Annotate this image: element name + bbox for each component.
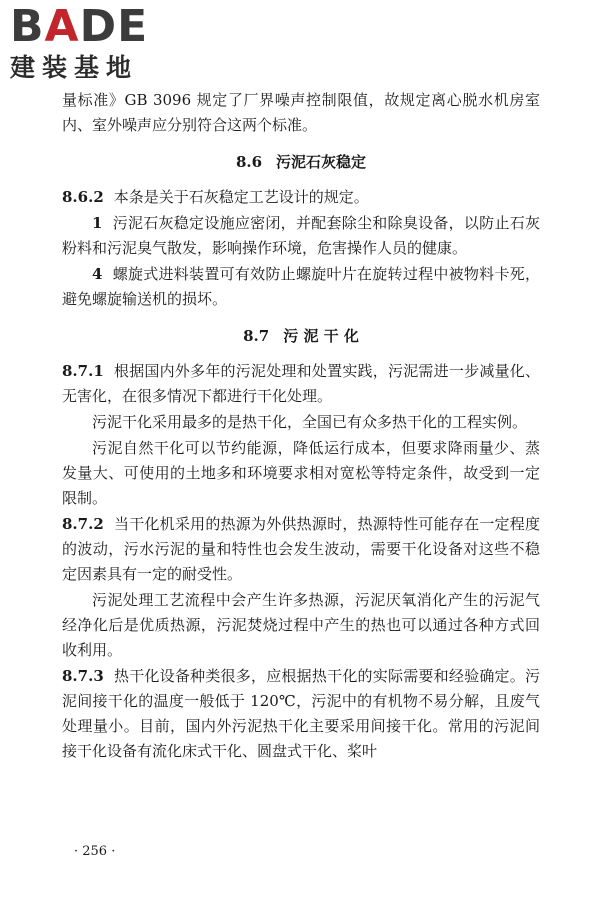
clause-text: 本条是关于石灰稳定工艺设计的规定。: [113, 188, 369, 206]
paragraph-8-7-2-b: 污泥处理工艺流程中会产生许多热源，污泥厌氧消化产生的污泥气经净化后是优质热源，污泥焚烧过程中产生的热也可以通过各种方式回收利用。: [62, 591, 540, 659]
logo-letter-a: A: [44, 1, 80, 52]
paragraph-8-7-1-b: 污泥干化采用最多的是热干化，全国已有众多热干化的工程实例。: [92, 413, 528, 431]
section-heading-8-6: [62, 150, 540, 175]
clause-8-7-2: [62, 512, 540, 587]
clause-number: 8.7.3: [62, 667, 104, 685]
clause-text: 热干化设备种类很多，应根据热干化的实际需要和经验确定。污泥间接干化的温度一般低于 120℃，污泥中的有机物不易分解，且废气处理量小。目前，国内外污泥热干化主要采用间接干化。常用的污泥间接干化设备有流化床式干化、圆盘式干化、桨叶: [62, 667, 540, 760]
clause-text: 当干化机采用的热源为外供热源时，热源特性可能存在一定程度的波动，污水污泥的量和特性也会发生波动，需要干化设备对这些不稳定因素具有一定的耐受性。: [62, 515, 540, 583]
logo-wordmark: [10, 1, 182, 52]
clause-8-7-1: [62, 359, 540, 409]
clause-number: 8.6.2: [62, 188, 104, 206]
list-item-4: [62, 262, 540, 312]
section-number: 8.7: [243, 327, 270, 345]
clause-number: 8.7.1: [62, 362, 104, 380]
list-item-1: [62, 211, 540, 261]
section-heading-8-7: [62, 324, 540, 349]
logo-subtitle: 建装基地: [10, 53, 139, 82]
clause-number: 8.7.2: [62, 515, 104, 533]
logo: [10, 1, 182, 84]
intro-paragraph: 量标准》GB 3096 规定了厂界噪声控制限值，故规定离心脱水机房室内、室外噪声应分别符合这两个标准。: [62, 91, 540, 134]
item-number: 1: [92, 214, 103, 232]
item-number: 4: [92, 265, 103, 283]
clause-text: 根据国内外多年的污泥处理和处置实践，污泥需进一步减量化、无害化，在很多情况下都进行干化处理。: [62, 362, 540, 405]
section-title: 污泥石灰稳定: [276, 153, 367, 171]
logo-letter-b: B: [10, 1, 45, 52]
paragraph-8-7-1-c: 污泥自然干化可以节约能源，降低运行成本，但要求降雨量少、蒸发量大、可使用的土地多和环境要求相对宽松等特定条件，故受到一定限制。: [62, 439, 540, 507]
document-body: [62, 88, 540, 764]
section-number: 8.6: [235, 153, 263, 171]
item-text: 污泥石灰稳定设施应密闭，并配套除尘和除臭设备，以防止石灰粉料和污泥臭气散发，影响操作环境，危害操作人员的健康。: [62, 214, 540, 257]
item-text: 螺旋式进料装置可有效防止螺旋叶片在旋转过程中被物料卡死，避免螺旋输送机的损坏。: [62, 265, 540, 308]
logo-letters-de: DE: [79, 1, 149, 52]
section-title: 污 泥 干 化: [283, 327, 359, 345]
clause-8-7-3: [62, 664, 540, 764]
clause-8-6-2: [62, 185, 540, 210]
page-number: · 256 ·: [74, 844, 116, 859]
